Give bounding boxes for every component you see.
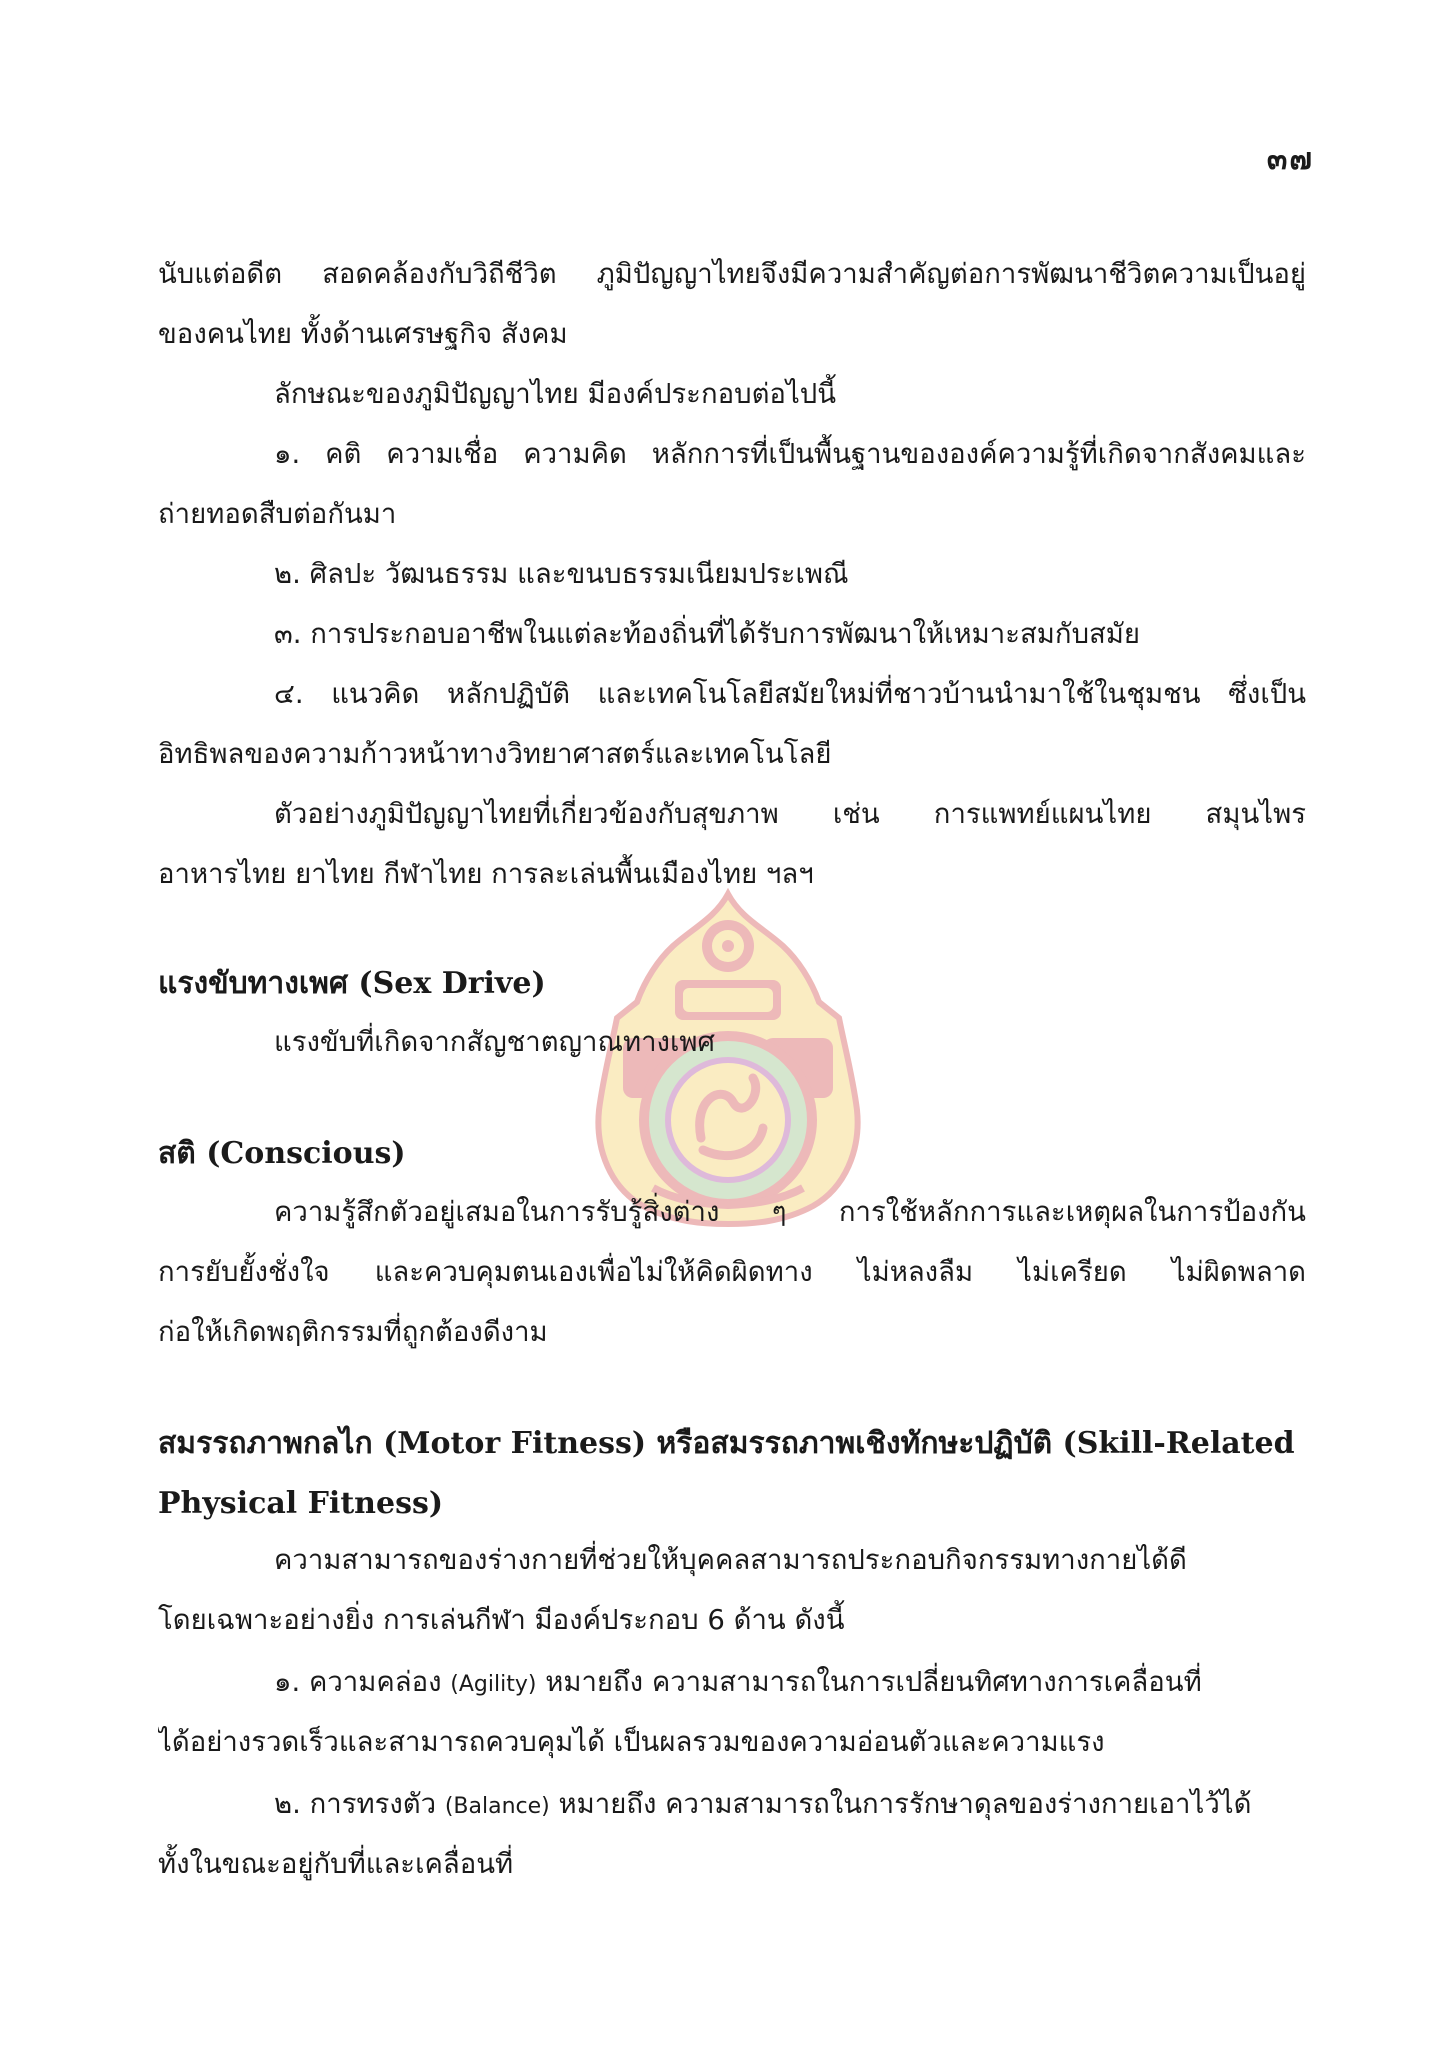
list-item-continuation: อิทธิพลของความก้าวหน้าทางวิทยาศาสตร์และเทคโนโลยี: [158, 738, 832, 770]
list-item: ๒. ศิลปะ วัฒนธรรม และขนบธรรมเนียมประเพณี: [274, 558, 849, 590]
section-heading-sex-drive: แรงขับทางเพศ (Sex Drive): [158, 966, 546, 1001]
item-english-term: (Agility): [450, 1672, 537, 1697]
list-item-continuation: ทั้งในขณะอยู่กับที่และเคลื่อนที่: [158, 1848, 514, 1880]
item-text: หมายถึง ความสามารถในการเปลี่ยนทิศทางการเคลื่อนที่: [536, 1666, 1202, 1698]
list-item-continuation: ถ่ายทอดสืบต่อกันมา: [158, 498, 397, 530]
definition-text: โดยเฉพาะอย่างยิ่ง การเล่นกีฬา มีองค์ประกอบ 6 ด้าน ดังนี้: [158, 1604, 845, 1636]
section-heading-conscious: สติ (Conscious): [158, 1136, 406, 1171]
paragraph-line: ตัวอย่างภูมิปัญญาไทยที่เกี่ยวข้องกับสุขภาพ เช่น การแพทย์แผนไทย สมุนไพร: [274, 798, 1306, 830]
paragraph-line: อาหารไทย ยาไทย กีฬาไทย การละเล่นพื้นเมืองไทย ฯลฯ: [158, 858, 814, 890]
section-heading-motor-fitness-cont: Physical Fitness): [158, 1486, 444, 1521]
list-item-continuation: ได้อย่างรวดเร็วและสามารถควบคุมได้ เป็นผลรวมของความอ่อนตัวและความแรง: [158, 1726, 1105, 1758]
definition-text: การยับยั้งชั่งใจ และควบคุมตนเองเพื่อไม่ให้คิดผิดทาง ไม่หลงลืม ไม่เครียด ไม่ผิดพลาด: [158, 1256, 1306, 1288]
item-text: หมายถึง ความสามารถในการรักษาดุลของร่างกายเอาไว้ได้: [549, 1788, 1252, 1820]
paragraph-line: ของคนไทย ทั้งด้านเศรษฐกิจ สังคม: [158, 318, 568, 350]
definition-text: ความสามารถของร่างกายที่ช่วยให้บุคคลสามารถประกอบกิจกรรมทางกายได้ดี: [274, 1544, 1187, 1576]
definition-text: แรงขับที่เกิดจากสัญชาตญาณทางเพศ: [274, 1026, 715, 1058]
definition-text: ความรู้สึกตัวอยู่เสมอในการรับรู้สิ่งต่าง ๆ การใช้หลักการและเหตุผลในการป้องกัน: [274, 1196, 1306, 1228]
definition-text: ก่อให้เกิดพฤติกรรมที่ถูกต้องดีงาม: [158, 1316, 548, 1348]
list-item: [274, 1652, 1306, 1712]
paragraph-line: ลักษณะของภูมิปัญญาไทย มีองค์ประกอบต่อไปนี้: [274, 378, 837, 410]
item-text: ๒. การทรงตัว: [274, 1788, 445, 1820]
list-item: ๓. การประกอบอาชีพในแต่ละท้องถิ่นที่ได้รับการพัฒนาให้เหมาะสมกับสมัย: [274, 618, 1141, 650]
page-number: ๓๗: [1266, 142, 1314, 177]
list-item: [274, 1774, 1306, 1834]
paragraph-line: นับแต่อดีต สอดคล้องกับวิถีชีวิต ภูมิปัญญาไทยจึงมีความสำคัญต่อการพัฒนาชีวิตความเป็นอยู่: [158, 258, 1306, 290]
section-heading-motor-fitness: สมรรถภาพกลไก (Motor Fitness) หรือสมรรถภาพเชิงทักษะปฏิบัติ (Skill-Related: [158, 1426, 1295, 1461]
item-english-term: (Balance): [444, 1794, 550, 1819]
item-text: ๑. ความคล่อง: [274, 1666, 451, 1698]
list-item: ๔. แนวคิด หลักปฏิบัติ และเทคโนโลยีสมัยใหม่ที่ชาวบ้านนำมาใช้ในชุมชน ซึ่งเป็น: [274, 678, 1306, 710]
list-item: ๑. คติ ความเชื่อ ความคิด หลักการที่เป็นพื้นฐานขององค์ความรู้ที่เกิดจากสังคมและ: [274, 438, 1306, 470]
